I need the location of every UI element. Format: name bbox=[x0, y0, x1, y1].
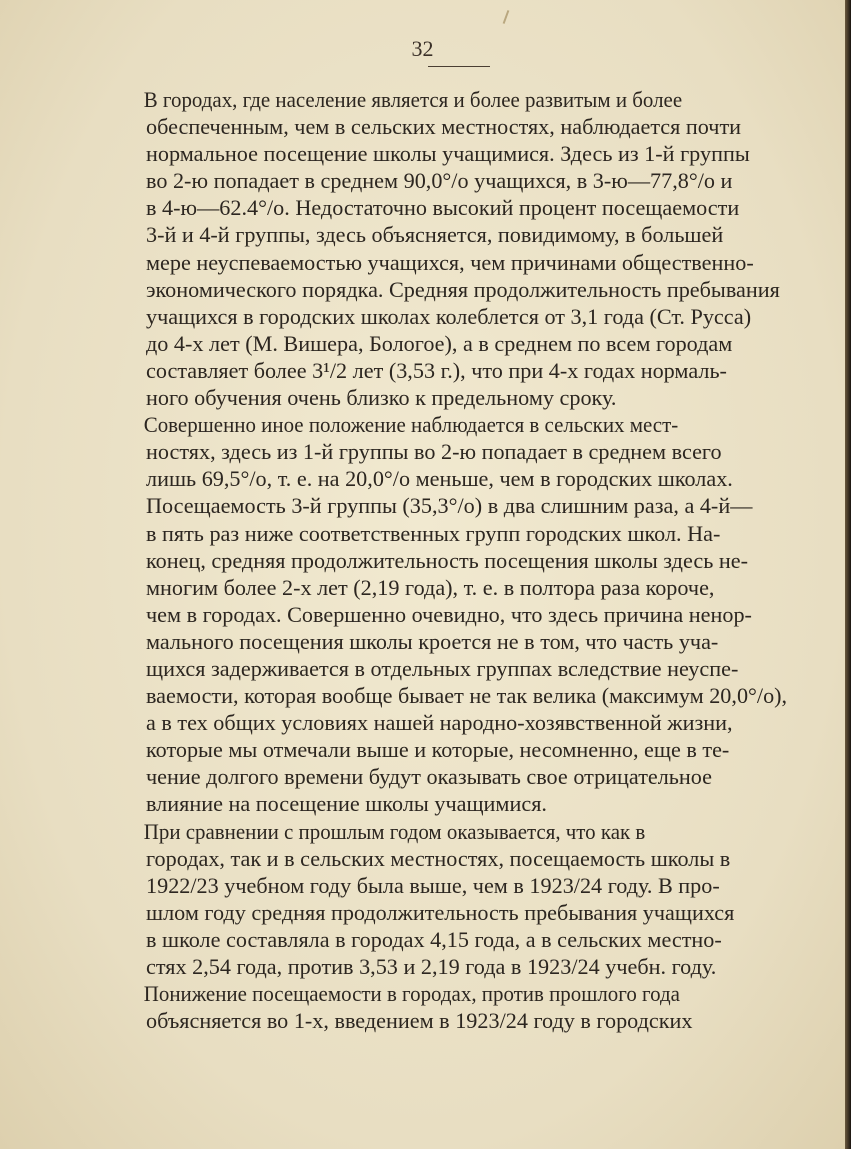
text-line: в 4-ю—62.4°/о. Недостаточно высокий процент посещаемости bbox=[146, 195, 740, 221]
paragraph-3 bbox=[106, 818, 812, 981]
paragraph-2 bbox=[106, 411, 812, 817]
text-line: чем в городах. Совершенно очевидно, что здесь причина ненор- bbox=[146, 601, 752, 627]
text-line: В городах, где население является и более развитым и более bbox=[143, 87, 683, 112]
text-line: ного обучения очень близко к предельному сроку. bbox=[146, 385, 617, 411]
text-line: городах, так и в сельских местностях, посещаемость школы в bbox=[146, 845, 731, 871]
text-line: в пять раз ниже соответственных групп городских школ. На- bbox=[146, 520, 721, 546]
text-line: 3-й и 4-й группы, здесь объясняется, повидимому, в большей bbox=[146, 222, 724, 248]
text-line: до 4-х лет (М. Вишера, Бологое), а в среднем по всем городам bbox=[146, 330, 733, 356]
text-line: влияние на посещение школы учащимися. bbox=[146, 791, 547, 817]
text-line: шлом году средняя продолжительность пребывания учащихся bbox=[146, 899, 735, 925]
text-line: При сравнении с прошлым годом оказывается, что как в bbox=[143, 818, 646, 844]
text-line: мального посещения школы кроется не в том, что часть уча- bbox=[146, 628, 719, 654]
text-line: мере неуспеваемостью учащихся, чем причинами общественно- bbox=[146, 249, 754, 275]
page-edge-shadow bbox=[845, 0, 851, 1149]
text-line: Посещаемость 3-й группы (35,3°/о) в два слишним раза, а 4-й— bbox=[146, 493, 753, 519]
text-line: ностях, здесь из 1-й группы во 2-ю попадает в среднем всего bbox=[146, 439, 722, 465]
text-line: чение долгого времени будут оказывать свое отрицательное bbox=[146, 764, 713, 790]
text-line: составляет более 3¹/2 лет (3,53 г.), что при 4-х годах нормаль- bbox=[146, 357, 727, 383]
page-number-rule bbox=[428, 66, 490, 67]
text-line: которые мы отмечали выше и которые, несомненно, еще в те- bbox=[146, 737, 730, 763]
text-line: щихся задерживается в отдельных группах вследствие неуспе- bbox=[146, 655, 739, 681]
text-line: обеспеченным, чем в сельских местностях, наблюдается почти bbox=[146, 114, 742, 140]
page-number: 32 bbox=[411, 36, 434, 61]
paragraph-1 bbox=[106, 86, 812, 411]
text-line: многим более 2-х лет (2,19 года), т. е. в полтора раза короче, bbox=[146, 574, 715, 600]
text-line: Совершенно иное положение наблюдается в сельских мест- bbox=[143, 412, 679, 438]
text-line: конец, средняя продолжительность посещения школы здесь не- bbox=[146, 547, 748, 573]
text-line: 1922/23 учебном году была выше, чем в 1923/24 году. В про- bbox=[146, 872, 720, 898]
text-line: нормальное посещение школы учащимися. Здесь из 1-й группы bbox=[146, 141, 750, 167]
text-line: учащихся в городских школах колеблется от 3,1 года (Ст. Русса) bbox=[146, 303, 752, 329]
text-line: во 2-ю попадает в среднем 90,0°/о учащихся, в 3-ю—77,8°/о и bbox=[146, 168, 733, 194]
body-text bbox=[106, 86, 812, 1034]
text-line: ваемости, которая вообще бывает не так велика (максимум 20,0°/о), bbox=[146, 683, 788, 709]
text-line: лишь 69,5°/о, т. е. на 20,0°/о меньше, чем в городских школах. bbox=[146, 466, 733, 492]
text-line: в школе составляла в городах 4,15 года, а в сельских местно- bbox=[146, 926, 722, 952]
text-line: экономического порядка. Средняя продолжительность пребывания bbox=[146, 276, 780, 302]
paragraph-4 bbox=[106, 980, 812, 1034]
ink-mark bbox=[503, 10, 510, 24]
text-line: стях 2,54 года, против 3,53 и 2,19 года в 1923/24 учебн. году. bbox=[146, 954, 717, 979]
text-line: Понижение посещаемости в городах, против прошлого года bbox=[143, 981, 680, 1007]
text-line: объясняется во 1-х, введением в 1923/24 году в городских bbox=[146, 1008, 693, 1034]
text-line: а в тех общих условиях нашей народно-хозявственной жизни, bbox=[146, 710, 733, 736]
